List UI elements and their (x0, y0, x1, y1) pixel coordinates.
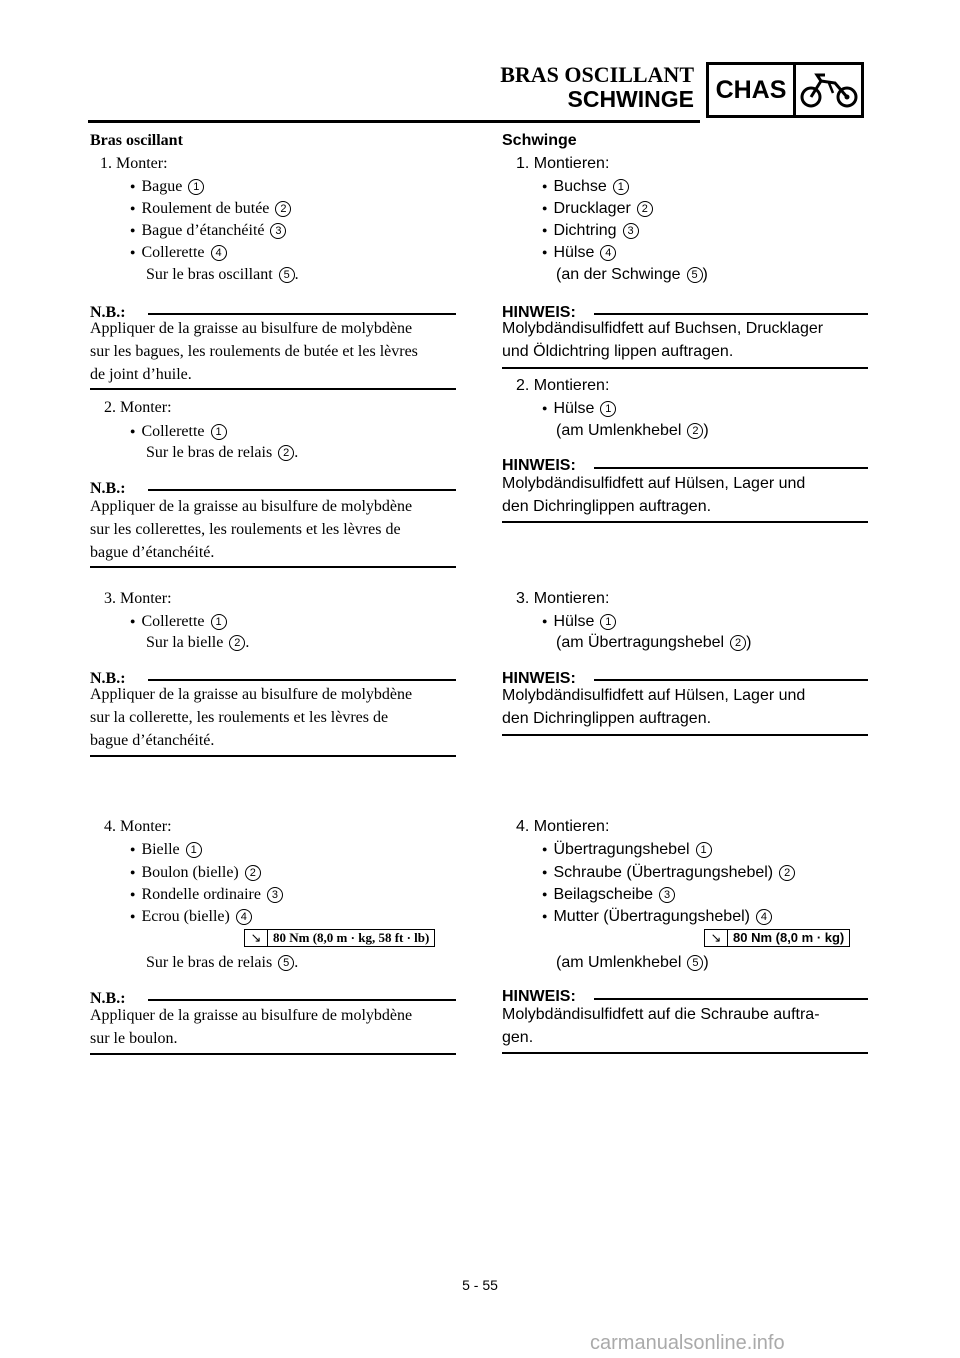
install-location: (am Umlenkhebel 2 ) (556, 422, 709, 439)
list-item: ● Collerette 1 (130, 611, 227, 632)
note-rule (594, 998, 868, 1000)
note-text: den Dichringlippen auftragen. (502, 498, 712, 515)
list-item: ● Bague 1 (130, 176, 204, 197)
note-text: Molybdändisulfidfett auf Hülsen, Lager und (502, 687, 806, 704)
note-label: HINWEIS: (502, 988, 576, 1005)
note-end-rule (90, 1053, 456, 1055)
ref-number: 1 (211, 424, 227, 440)
note-rule (148, 313, 456, 315)
step-1: 1. Montieren: (516, 155, 610, 172)
list-item: ● Drucklager 2 (542, 198, 653, 219)
section-badge (706, 62, 864, 118)
list-item: ● Hülse 1 (542, 398, 616, 419)
install-location: Sur le bras oscillant 5 . (146, 266, 299, 283)
note-label: N.B.: (90, 480, 126, 497)
install-location: (an der Schwinge 5 ) (556, 266, 708, 283)
ref-number: 4 (600, 245, 616, 261)
note-label: N.B.: (90, 670, 126, 687)
note-text: Molybdändisulfidfett auf Hülsen, Lager und (502, 475, 806, 492)
header-title-de: SCHWINGE (567, 86, 694, 112)
list-item: ● Dichtring 3 (542, 220, 639, 241)
note-label: HINWEIS: (502, 304, 576, 321)
note-end-rule (502, 521, 868, 523)
ref-number: 5 (687, 267, 703, 283)
ref-number: 2 (275, 201, 291, 217)
step-2: 2. Montieren: (516, 377, 610, 394)
list-item: ● Buchse 1 (542, 176, 629, 197)
ref-number: 4 (236, 909, 252, 925)
note-text: sur la collerette, les roulements et les lèvres de (90, 709, 389, 726)
list-item: ● Collerette 1 (130, 421, 227, 442)
ref-number: 3 (659, 887, 675, 903)
step-2: 2. Monter: (104, 399, 172, 416)
ref-number: 3 (623, 223, 639, 239)
ref-number: 2 (229, 635, 245, 651)
ref-number: 2 (637, 201, 653, 217)
wrench-icon: ↘ (705, 930, 728, 946)
torque-spec: ↘ 80 Nm (8,0 m · kg, 58 ft · lb) (244, 929, 435, 947)
step-1: 1. Monter: (100, 155, 168, 172)
ref-number: 5 (279, 267, 295, 283)
ref-number: 2 (687, 423, 703, 439)
note-text: Molybdändisulfidfett auf die Schraube auftra- (502, 1006, 820, 1023)
ref-number: 3 (270, 223, 286, 239)
list-item: ● Hülse 1 (542, 611, 616, 632)
note-text: bague d’étanchéité. (90, 732, 215, 749)
list-item: ● Rondelle ordinaire 3 (130, 884, 283, 905)
note-text: Appliquer de la graisse au bisulfure de molybdène (90, 1007, 413, 1024)
note-end-rule (502, 1052, 868, 1054)
list-item: ● Boulon (bielle) 2 (130, 862, 261, 883)
note-text: Appliquer de la graisse au bisulfure de molybdène (90, 498, 413, 515)
list-item: ● Beilagscheibe 3 (542, 884, 675, 905)
note-text: Molybdändisulfidfett auf Buchsen, Drucklager (502, 320, 824, 337)
step-4: 4. Montieren: (516, 818, 610, 835)
note-rule (148, 999, 456, 1001)
list-item: ● Collerette 4 (130, 242, 227, 263)
note-rule (148, 489, 456, 491)
note-rule (148, 679, 456, 681)
list-item: ● Roulement de butée 2 (130, 198, 291, 219)
install-location: (am Übertragungshebel 2 ) (556, 634, 752, 651)
section-code: CHAS (715, 76, 787, 104)
list-item: ● Übertragungshebel 1 (542, 839, 712, 860)
step-4: 4. Monter: (104, 818, 172, 835)
ref-number: 5 (278, 955, 294, 971)
note-rule (594, 679, 868, 681)
note-text: und Öldichtring lippen auftragen. (502, 343, 734, 360)
note-text: den Dichringlippen auftragen. (502, 710, 712, 727)
note-label: N.B.: (90, 990, 126, 1007)
ref-number: 2 (245, 865, 261, 881)
note-rule (594, 313, 868, 315)
ref-number: 5 (687, 955, 703, 971)
list-item: ● Bague d’étanchéité 3 (130, 220, 286, 241)
ref-number: 1 (188, 179, 204, 195)
ref-number: 1 (186, 842, 202, 858)
note-text: Appliquer de la graisse au bisulfure de molybdène (90, 686, 413, 703)
note-text: gen. (502, 1029, 534, 1046)
ref-number: 1 (211, 614, 227, 630)
note-label: N.B.: (90, 304, 126, 321)
note-label: HINWEIS: (502, 457, 576, 474)
note-end-rule (90, 388, 456, 390)
list-item: ● Mutter (Übertragungshebel) 4 (542, 906, 772, 927)
note-rule (594, 467, 868, 469)
ref-number: 3 (267, 887, 283, 903)
section-title: Schwinge (502, 132, 577, 149)
ref-number: 4 (211, 245, 227, 261)
ref-number: 2 (278, 445, 294, 461)
ref-number: 1 (600, 401, 616, 417)
note-text: sur le boulon. (90, 1030, 178, 1047)
section-title: Bras oscillant (90, 132, 183, 149)
note-text: Appliquer de la graisse au bisulfure de molybdène (90, 320, 413, 337)
torque-spec: ↘ 80 Nm (8,0 m · kg) (704, 929, 850, 947)
note-end-rule (90, 566, 456, 568)
install-location: Sur la bielle 2 . (146, 634, 250, 651)
note-end-rule (90, 755, 456, 757)
section-badge-divider (793, 65, 796, 115)
ref-number: 4 (756, 909, 772, 925)
header-title-fr: BRAS OSCILLANT (500, 62, 694, 87)
note-end-rule (502, 367, 868, 369)
ref-number: 1 (696, 842, 712, 858)
ref-number: 2 (730, 635, 746, 651)
motorcycle-icon (799, 71, 859, 109)
page-number: 5 - 55 (462, 1277, 498, 1293)
install-location: (am Umlenkhebel 5 ) (556, 954, 709, 971)
list-item: ● Schraube (Übertragungshebel) 2 (542, 862, 795, 883)
step-3: 3. Montieren: (516, 590, 610, 607)
list-item: ● Ecrou (bielle) 4 (130, 906, 252, 927)
ref-number: 2 (779, 865, 795, 881)
note-text: sur les collerettes, les roulements et les lèvres de (90, 521, 401, 538)
note-text: bague d’étanchéité. (90, 544, 215, 561)
install-location: Sur le bras de relais 2 . (146, 444, 299, 461)
note-text: de joint d’huile. (90, 366, 192, 383)
step-3: 3. Monter: (104, 590, 172, 607)
header-rule (88, 120, 700, 123)
install-location: Sur le bras de relais 5 . (146, 954, 299, 971)
list-item: ● Hülse 4 (542, 242, 616, 263)
watermark: carmanualsonline.info (590, 1332, 785, 1354)
wrench-icon: ↘ (245, 930, 268, 946)
note-text: sur les bagues, les roulements de butée et les lèvres (90, 343, 418, 360)
note-end-rule (502, 734, 868, 736)
list-item: ● Bielle 1 (130, 839, 202, 860)
note-label: HINWEIS: (502, 670, 576, 687)
ref-number: 1 (613, 179, 629, 195)
ref-number: 1 (600, 614, 616, 630)
